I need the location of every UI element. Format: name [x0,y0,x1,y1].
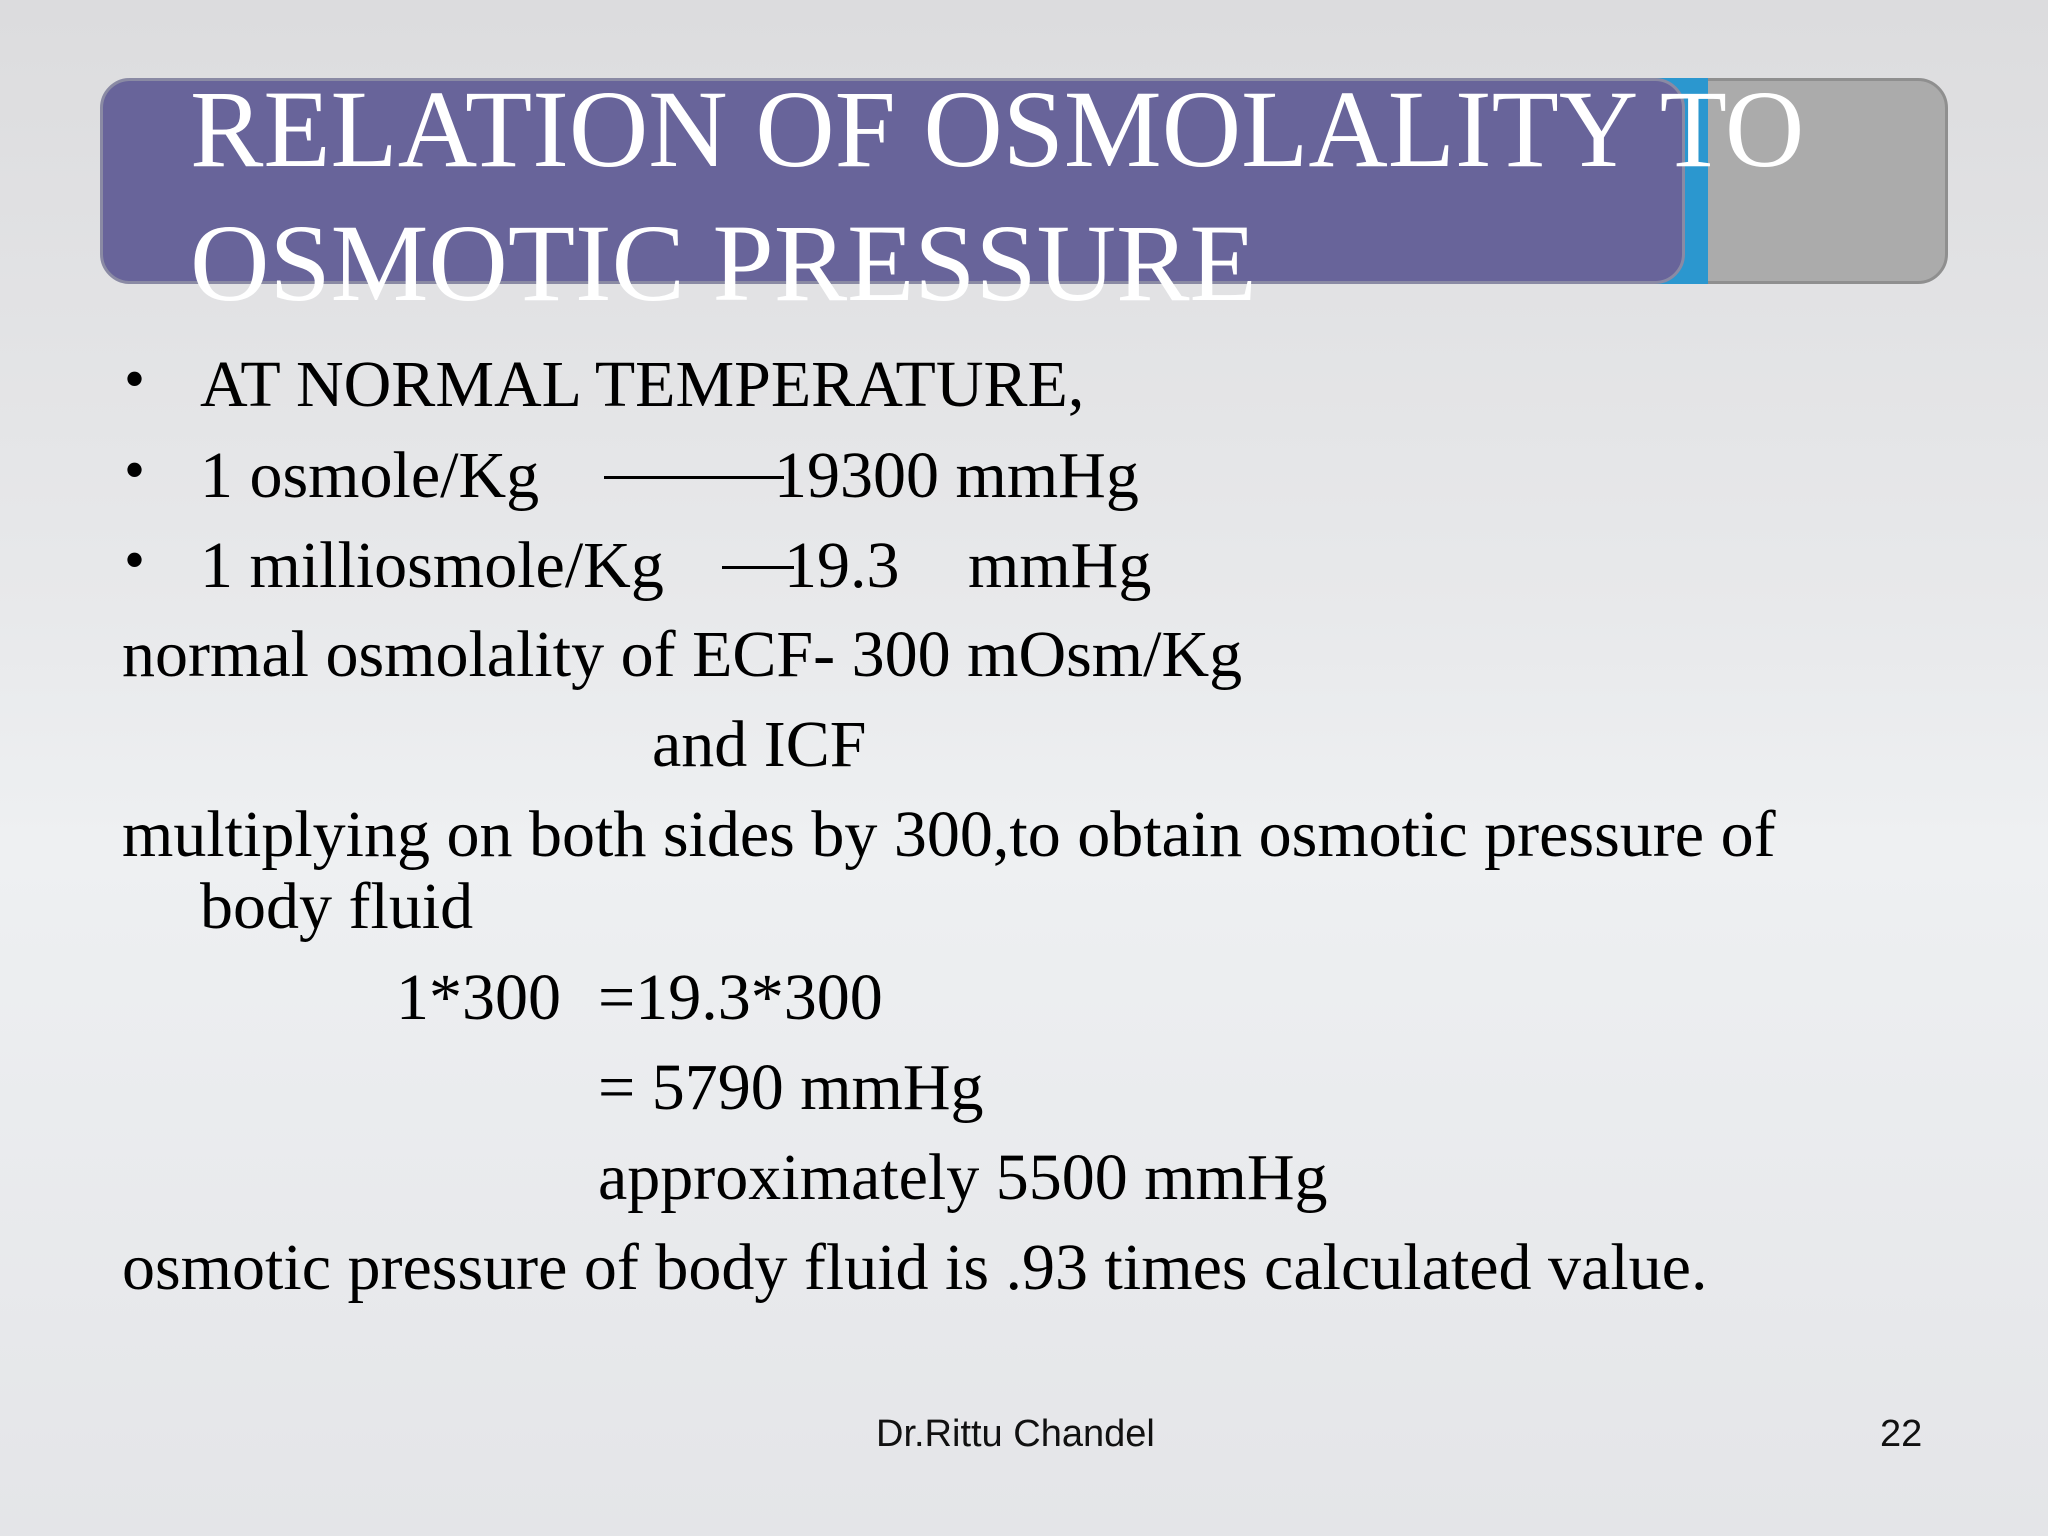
icf-line: and ICF [652,708,867,781]
body-fluid-line: body fluid [200,870,474,943]
equation-left: 1*300 [396,961,561,1034]
bullet-milliosmole: 1 milliosmole/Kg [200,529,664,602]
slide-title: RELATION OF OSMOLALITY TO OSMOTIC PRESSURE [190,68,1805,324]
page-number: 22 [1880,1413,1923,1455]
approximation-line: approximately 5500 mmHg [598,1141,1328,1214]
bullet-osmole: 1 osmole/Kg [200,439,540,512]
equation-right: =19.3*300 [598,961,883,1034]
arrow-line [604,476,784,479]
footer-author: Dr.Rittu Chandel [876,1413,1155,1455]
bullet-dot: • [124,527,146,593]
conclusion-line: osmotic pressure of body fluid is .93 times calculated value. [122,1231,1708,1304]
milliosmole-pressure-value: 19.3 [784,529,900,602]
bullet-dot: • [124,346,146,412]
bullet-normal-temperature: AT NORMAL TEMPERATURE, [200,348,1085,421]
milliosmole-pressure-unit: mmHg [968,529,1152,602]
multiply-line: multiplying on both sides by 300,to obtain osmotic pressure of [122,798,1776,871]
ecf-osmolality-line: normal osmolality of ECF- 300 mOsm/Kg [122,618,1243,691]
osmole-pressure-value: 19300 mmHg [774,439,1139,512]
bullet-dot: • [124,437,146,503]
equation-result: = 5790 mmHg [598,1051,984,1124]
